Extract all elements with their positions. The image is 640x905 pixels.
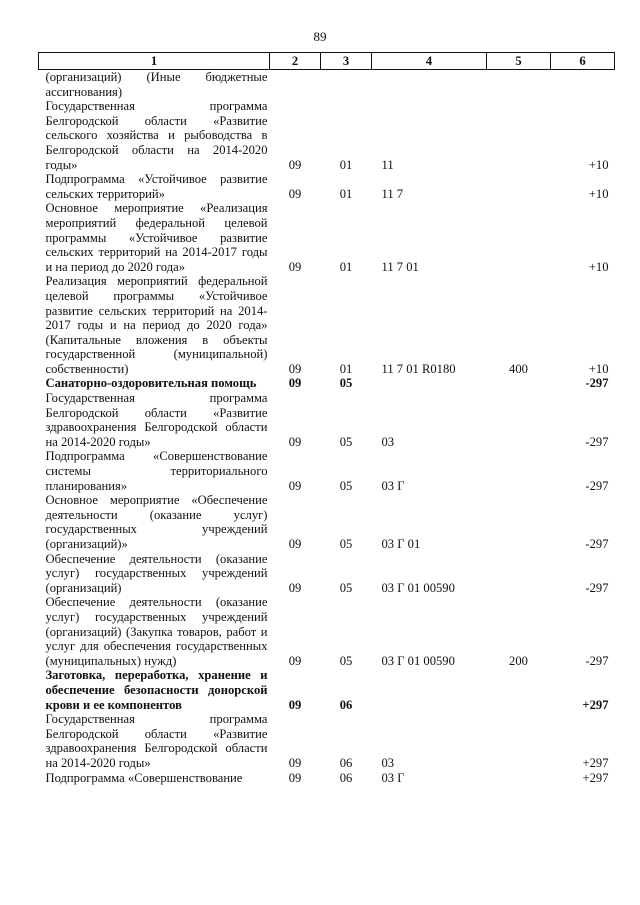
table-row [39, 449, 615, 493]
page-number: 89 [313, 29, 327, 44]
row-name-cell: Основное мероприятие «Обеспечение деятельности (оказание услуг) государственных учреждений (организаций)» [45, 493, 268, 551]
section-code-cell: 09 [288, 580, 302, 595]
section-code-cell [270, 70, 321, 100]
row-name-cell: Подпрограмма «Совершенствование [45, 770, 243, 785]
target-article-cell: 03 Г 01 00590 [381, 653, 455, 668]
section-code-cell: 09 [288, 478, 302, 493]
amount-cell: +10 [588, 259, 609, 274]
row-name-cell: Государственная программа Белгородской области «Развитие здравоохранения Белгородской области на 2014-2020 годы» [45, 712, 268, 770]
row-name-cell: Обеспечение деятельности (оказание услуг) государственных учреждений (организаций) [45, 551, 268, 595]
section-code-cell: 09 [288, 259, 302, 274]
row-name-cell: Государственная программа Белгородской области «Развитие сельского хозяйства и рыбоводства в Белгородской области на 2014-2020 годы» [45, 99, 268, 172]
column-header: 3 [321, 53, 372, 70]
expense-type-cell [487, 712, 551, 770]
amount-cell: +10 [588, 186, 609, 201]
amount-cell: +10 [588, 361, 609, 376]
column-header: 2 [270, 53, 321, 70]
expense-type-cell [487, 391, 551, 449]
target-article-cell: 03 [381, 755, 395, 770]
column-header: 1 [39, 53, 270, 70]
subsection-code-cell: 05 [339, 580, 353, 595]
subsection-code-cell: 01 [339, 259, 353, 274]
target-article-cell [372, 376, 487, 391]
section-code-cell: 09 [288, 537, 302, 551]
target-article-cell: 03 Г 01 [381, 537, 421, 551]
section-code-cell: 09 [288, 770, 302, 785]
row-name-cell: Реализация мероприятий федеральной целевой программы «Устойчивое развитие сельских территорий на 2014-2017 годы и на период до 2020 года» (Капитальные вложения в объекты государственной (муниципальной) собственности) [45, 274, 268, 376]
row-name-cell: Подпрограмма «Устойчивое развитие сельских территорий» [45, 172, 268, 201]
row-name-cell: Обеспечение деятельности (оказание услуг) государственных учреждений (организаций) (Закупка товаров, работ и услуг для обеспечения государственных (муниципальных) нужд) [45, 595, 268, 668]
target-article-cell: 03 Г [381, 478, 405, 493]
expense-type-cell: 200 [509, 653, 528, 668]
section-code-cell: 09 [288, 157, 302, 172]
section-code-cell: 09 [288, 361, 302, 376]
subsection-code-cell: 05 [339, 653, 353, 668]
section-code-cell: 09 [288, 434, 302, 449]
row-name-cell: Заготовка, переработка, хранение и обеспечение безопасности донорской крови и ее компонентов [45, 668, 268, 712]
amount-cell: -297 [585, 376, 609, 391]
amount-cell: -297 [585, 580, 609, 595]
expense-type-cell [487, 493, 551, 551]
amount-cell: -297 [585, 478, 609, 493]
target-article-cell: 03 Г [381, 770, 405, 785]
target-article-cell [372, 668, 487, 712]
amount-cell: +297 [582, 755, 609, 770]
table-row [39, 391, 615, 449]
table-row [39, 376, 615, 391]
amount-cell: -297 [585, 653, 609, 668]
subsection-code-cell: 01 [339, 157, 353, 172]
column-header: 6 [551, 53, 615, 70]
table-row [39, 493, 615, 551]
expense-type-cell [487, 99, 551, 172]
table-row [39, 712, 615, 770]
table-row [39, 70, 615, 100]
subsection-code-cell: 05 [339, 434, 353, 449]
budget-table [38, 52, 615, 785]
expense-type-cell [487, 668, 551, 712]
subsection-code-cell: 01 [339, 186, 353, 201]
target-article-cell: 11 7 [381, 186, 404, 201]
target-article-cell: 11 7 01 [381, 259, 419, 274]
section-code-cell: 09 [288, 186, 302, 201]
expense-type-cell [487, 449, 551, 493]
table-row [39, 274, 615, 376]
expense-type-cell [487, 70, 551, 100]
amount-cell: +297 [582, 697, 609, 712]
section-code-cell: 09 [288, 697, 302, 712]
expense-type-cell [487, 201, 551, 274]
amount-cell [551, 70, 615, 100]
subsection-code-cell: 05 [339, 537, 353, 551]
row-name-cell: Основное мероприятие «Реализация мероприятий федеральной целевой программы «Устойчивое развитие сельских территорий на 2014-2017 годы и на период до 2020 года» [45, 201, 268, 274]
section-code-cell: 09 [288, 376, 302, 391]
subsection-code-cell: 05 [339, 376, 353, 391]
target-article-cell: 11 [381, 157, 394, 172]
expense-type-cell [487, 552, 551, 596]
row-name-cell: Государственная программа Белгородской области «Развитие здравоохранения Белгородской области на 2014-2020 годы» [45, 391, 268, 449]
target-article-cell: 11 7 01 R0180 [381, 361, 456, 376]
expense-type-cell: 400 [509, 361, 528, 376]
section-code-cell: 09 [288, 653, 302, 668]
row-name-cell: Подпрограмма «Совершенствование системы территориального планирования» [45, 449, 268, 493]
subsection-code-cell: 06 [339, 697, 353, 712]
target-article-cell [372, 70, 487, 100]
amount-cell: +297 [582, 770, 609, 785]
subsection-code-cell: 06 [339, 755, 353, 770]
table-row [39, 595, 615, 668]
amount-cell: -297 [585, 434, 609, 449]
expense-type-cell [487, 376, 551, 391]
subsection-code-cell [321, 70, 372, 100]
table-row [39, 201, 615, 274]
amount-cell: -297 [585, 537, 609, 551]
expense-type-cell [487, 771, 551, 786]
table-row [39, 668, 615, 712]
target-article-cell: 03 Г 01 00590 [381, 580, 455, 595]
subsection-code-cell: 05 [339, 478, 353, 493]
target-article-cell: 03 [381, 434, 395, 449]
expense-type-cell [487, 172, 551, 201]
column-header: 5 [487, 53, 551, 70]
table-header-row [39, 53, 615, 70]
amount-cell: +10 [588, 157, 609, 172]
table-row [39, 172, 615, 201]
row-name-cell: (организаций) (Иные бюджетные ассигнования) [45, 70, 268, 99]
row-name-cell: Санаторно-оздоровительная помощь [45, 376, 257, 391]
table-row [39, 552, 615, 596]
subsection-code-cell: 06 [339, 770, 353, 785]
subsection-code-cell: 01 [339, 361, 353, 376]
table-row [39, 771, 615, 786]
column-header: 4 [372, 53, 487, 70]
section-code-cell: 09 [288, 755, 302, 770]
table-row [39, 99, 615, 172]
